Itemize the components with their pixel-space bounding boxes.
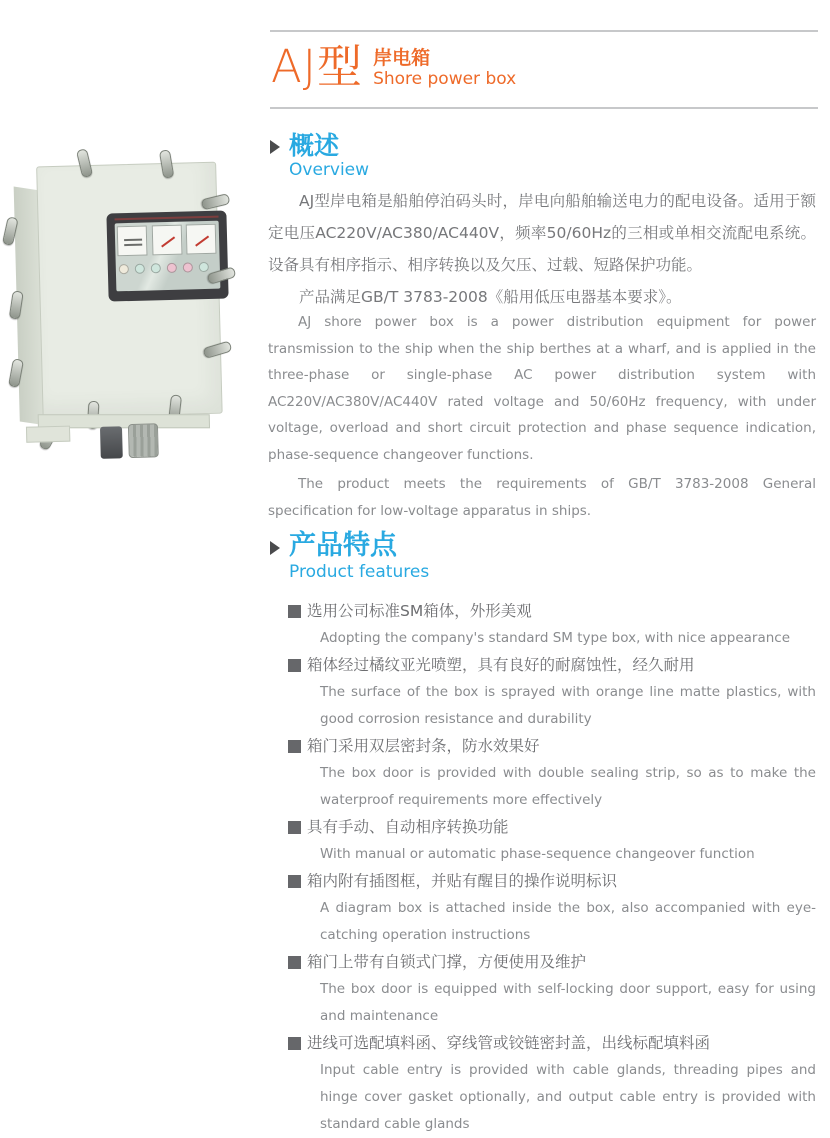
triangle-marker-icon — [270, 541, 280, 555]
meter-icon — [117, 226, 148, 257]
overview-heading-cn: 概述 — [289, 131, 340, 160]
shore-power-box-illustration — [1, 145, 260, 481]
square-bullet-icon — [288, 875, 301, 888]
indicator-light — [151, 263, 161, 273]
list-item — [288, 733, 816, 814]
box-front-panel — [36, 162, 223, 419]
meter-icon — [152, 225, 183, 256]
square-bullet-icon — [288, 821, 301, 834]
cable-gland — [128, 423, 159, 458]
feature-cn: 进线可选配填料函、穿线管或铰链密封盖，出线标配填料函 — [307, 1034, 711, 1052]
feature-en: With manual or automatic phase-sequence changeover function — [320, 846, 755, 862]
header-bottom-rule — [270, 107, 818, 109]
features-section-heading — [270, 529, 429, 582]
feature-en: Input cable entry is provided with cable glands, threading pipes and hinge cover gasket optionally, and output cable entry is provided with standard cable glands — [320, 1062, 816, 1132]
meter-scale-icon — [124, 244, 142, 246]
meter-needle-icon — [195, 236, 209, 247]
overview-heading-en: Overview — [289, 160, 370, 180]
feature-en: A diagram box is attached inside the box, also accompanied with eye-catching operation instructions — [320, 900, 816, 943]
product-photo — [5, 148, 255, 478]
square-bullet-icon — [288, 740, 301, 753]
square-bullet-icon — [288, 956, 301, 969]
feature-cn: 箱门上带有自锁式门撑，方便使用及维护 — [307, 953, 587, 971]
overview-section-heading — [270, 131, 369, 180]
meter-scale-icon — [124, 239, 142, 241]
product-title — [271, 40, 516, 94]
meter-needle-icon — [161, 236, 175, 247]
cable-gland — [100, 426, 123, 459]
header-top-rule — [270, 30, 818, 32]
list-item — [288, 814, 816, 868]
square-bullet-icon — [288, 605, 301, 618]
meter-window-frame — [106, 210, 228, 301]
overview-para-cn-1: AJ型岸电箱是船舶停泊码头时，岸电向船舶输送电力的配电设备。适用于额定电压AC220V/AC380/AC440V，频率50/60Hz的三相或单相交流配电系统。设备具有相序指示、相序转换以及欠压、过载、短路保护功能。 — [268, 192, 816, 274]
feature-en: The box door is provided with double sealing strip, so as to make the waterproof requirements more effectively — [320, 765, 816, 808]
overview-para-en-2: The product meets the requirements of GB/T 3783-2008 General specification for low-voltage apparatus in ships. — [268, 476, 816, 519]
indicator-light — [199, 262, 209, 272]
feature-en: The surface of the box is sprayed with orange line matte plastics, with good corrosion resistance and durability — [320, 684, 816, 727]
feature-cn: 选用公司标准SM箱体，外形美观 — [307, 602, 532, 620]
indicator-light — [183, 262, 193, 272]
square-bullet-icon — [288, 659, 301, 672]
feature-en: The box door is equipped with self-locking door support, easy for using and maintenance — [320, 981, 816, 1024]
model-name: AJ型 — [271, 40, 364, 93]
features-list — [288, 598, 816, 1138]
indicator-light — [119, 264, 129, 274]
overview-para-cn-2: 产品满足GB/T 3783-2008《船用低压电器基本要求》。 — [299, 288, 682, 306]
title-cn: 岸电箱 — [373, 47, 431, 69]
indicator-light — [167, 263, 177, 273]
feature-en: Adopting the company's standard SM type box, with nice appearance — [320, 630, 791, 646]
list-item — [288, 1030, 816, 1138]
features-heading-en: Product features — [289, 562, 430, 582]
title-subtext — [373, 40, 516, 90]
box-foot — [26, 426, 70, 443]
triangle-marker-icon — [270, 140, 280, 154]
overview-paragraphs-en — [268, 309, 816, 524]
meter-window-glass — [115, 221, 221, 292]
features-heading-cn: 产品特点 — [289, 530, 397, 561]
feature-cn: 箱体经过橘纹亚光喷塑，具有良好的耐腐蚀性，经久耐用 — [307, 656, 695, 674]
list-item — [288, 868, 816, 949]
overview-para-en-1: AJ shore power box is a power distribution equipment for power transmission to the ship when the ship berthes at a wharf, and is applied in the three-phase or single-phase AC power distribution system with AC220V/AC380V/AC440V rated voltage and 50/60Hz frequency, with under voltage, overload and short circuit protection and phase sequence indication, phase-sequence changeover functions. — [268, 314, 816, 463]
title-en: Shore power box — [373, 69, 517, 89]
meter-icon — [186, 224, 217, 255]
feature-cn: 箱内附有插图框，并贴有醒目的操作说明标识 — [307, 872, 618, 890]
feature-cn: 箱门采用双层密封条，防水效果好 — [307, 737, 540, 755]
overview-paragraphs-cn — [268, 185, 816, 313]
list-item — [288, 652, 816, 733]
window-red-strip — [115, 216, 219, 221]
list-item — [288, 949, 816, 1030]
list-item — [288, 598, 816, 652]
square-bullet-icon — [288, 1037, 301, 1050]
indicator-light — [135, 264, 145, 274]
feature-cn: 具有手动、自动相序转换功能 — [307, 818, 509, 836]
